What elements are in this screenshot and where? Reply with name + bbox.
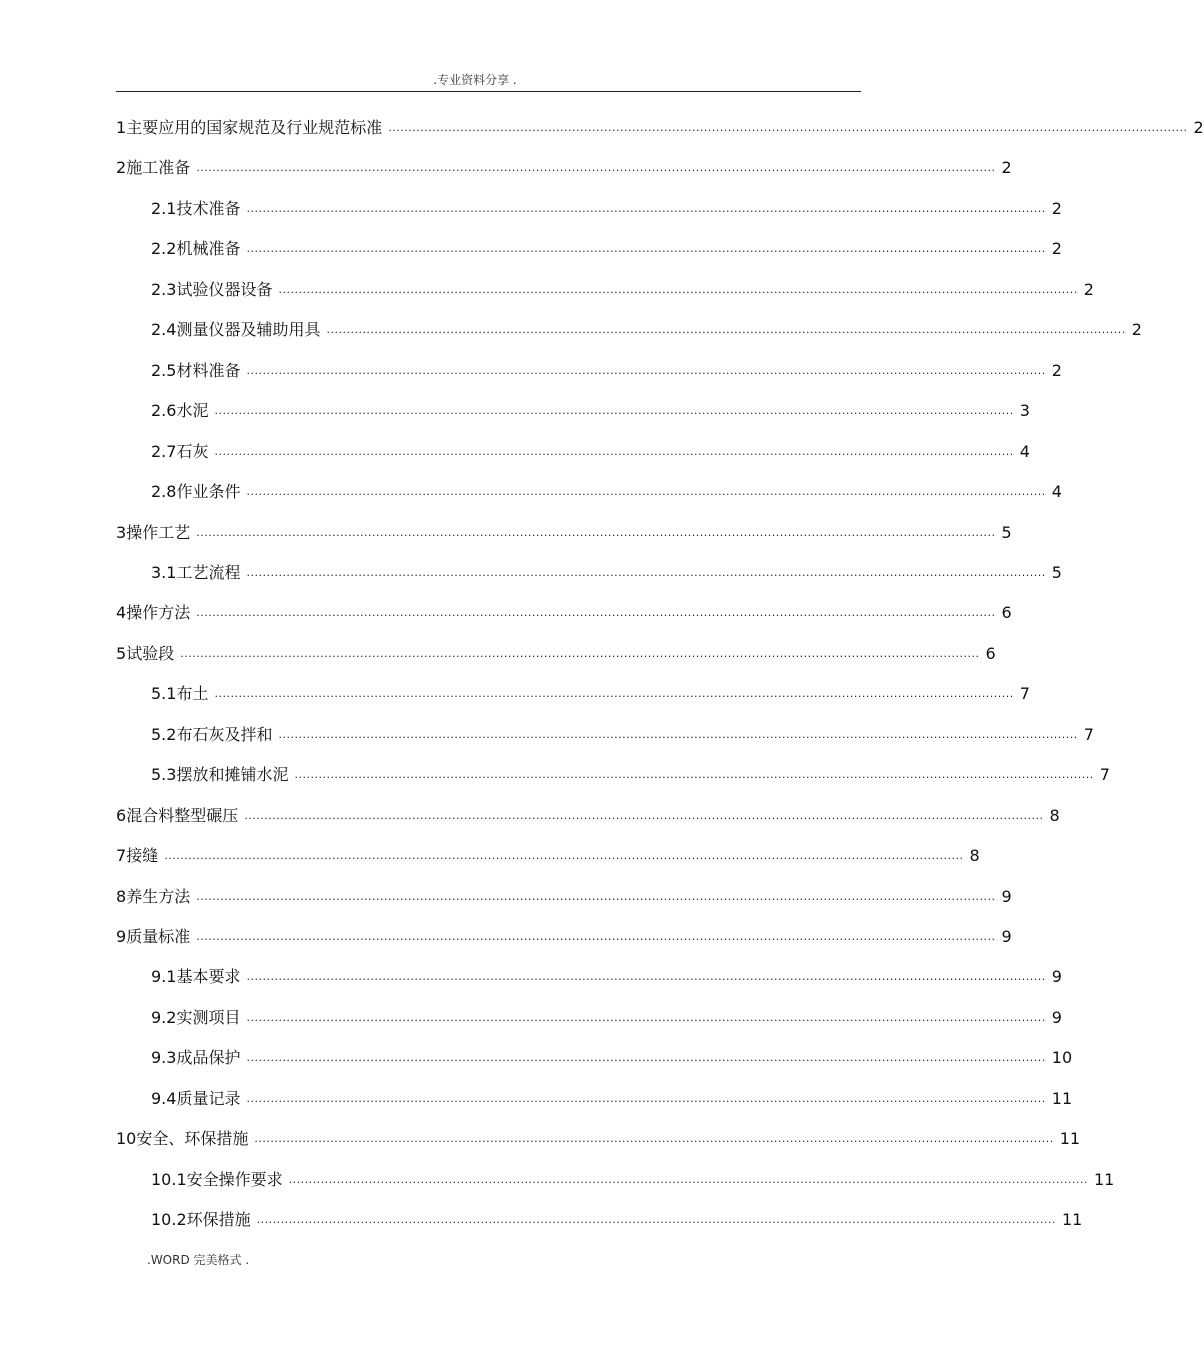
toc-entry <box>116 844 980 868</box>
toc-entry-number: 2.1 <box>151 198 177 218</box>
toc-entry <box>151 965 1062 989</box>
toc-entry-page: 6 <box>985 643 996 663</box>
toc-entry <box>151 237 1062 261</box>
toc-entry-title: 安全、环保措施 <box>136 1129 249 1149</box>
toc-dot-leader: ........................................................................................................................................................................................................ <box>246 1051 1046 1065</box>
toc-entry-page: 2 <box>1051 360 1062 380</box>
toc-entry-title: 作业条件 <box>176 482 241 502</box>
toc-dot-leader: ........................................................................................................................................................................................................ <box>246 1091 1046 1105</box>
toc-entry <box>151 440 1030 464</box>
toc-entry <box>151 480 1062 504</box>
toc-entry-number: 2.2 <box>151 239 177 259</box>
toc-entry <box>151 1006 1062 1030</box>
toc-dot-leader: ........................................................................................................................................................................................................ <box>288 1172 1088 1186</box>
toc-entry-number: 3 <box>116 522 127 542</box>
toc-entry <box>151 399 1030 423</box>
toc-entry-title: 操作工艺 <box>126 522 191 542</box>
toc-entry-page: 9 <box>1001 886 1012 906</box>
toc-entry <box>151 763 1110 787</box>
toc-entry-page: 11 <box>1051 1088 1073 1108</box>
toc-entry-number: 5.3 <box>151 765 177 785</box>
toc-dot-leader: ........................................................................................................................................................................................................ <box>196 606 996 620</box>
toc-entry-page: 2 <box>1083 279 1094 299</box>
toc-entry-title: 主要应用的国家规范及行业规范标准 <box>126 118 383 137</box>
toc-dot-leader: ........................................................................................................................................................................................................ <box>180 646 980 660</box>
toc-dot-leader: ........................................................................................................................................................................................................ <box>246 363 1046 377</box>
toc-entry <box>151 1087 1073 1111</box>
toc-entry <box>151 682 1030 706</box>
toc-entry-page: 3 <box>1019 401 1030 421</box>
toc-entry <box>116 156 1012 180</box>
toc-dot-leader: ........................................................................................................................................................................................................ <box>246 565 1046 579</box>
toc-entry-number: 3.1 <box>151 562 177 582</box>
toc-entry-title: 水泥 <box>176 401 209 421</box>
toc-entry-number: 10.1 <box>151 1169 187 1189</box>
toc-entry-title: 实测项目 <box>176 1007 241 1027</box>
toc-entry-page: 4 <box>1051 482 1062 502</box>
toc-entry-number: 2.7 <box>151 441 177 461</box>
toc-entry-page: 7 <box>1083 724 1094 744</box>
toc-entry-title: 接缝 <box>126 846 159 866</box>
toc-entry-number: 2.8 <box>151 482 177 502</box>
toc-entry <box>151 723 1094 747</box>
toc-entry-page: 11 <box>1059 1129 1081 1149</box>
toc-entry-title: 施工准备 <box>126 158 191 178</box>
toc-entry-number: 2.5 <box>151 360 177 380</box>
toc-entry-page: 7 <box>1019 684 1030 704</box>
toc-entry-title: 工艺流程 <box>176 562 241 582</box>
toc-entry-page: 11 <box>1061 1210 1083 1230</box>
toc-entry-page: 2 <box>1131 320 1142 340</box>
toc-dot-leader: ........................................................................................................................................................................................................ <box>294 768 1094 782</box>
toc-entry-page: 2 <box>1193 118 1204 137</box>
toc-entry <box>116 1127 1081 1151</box>
toc-dot-leader: ........................................................................................................................................................................................................ <box>278 282 1078 296</box>
toc-entry-title: 材料准备 <box>176 360 241 380</box>
toc-entry-number: 6 <box>116 805 127 825</box>
toc-entry-number: 4 <box>116 603 127 623</box>
toc-entry-number: 9.3 <box>151 1048 177 1068</box>
toc-entry-number: 2.4 <box>151 320 177 340</box>
toc-entry-title: 环保措施 <box>186 1210 251 1230</box>
toc-entry-title: 质量记录 <box>176 1088 241 1108</box>
toc-dot-leader: ........................................................................................................................................................................................................ <box>246 242 1046 256</box>
toc-entry-title: 布土 <box>176 684 209 704</box>
toc-entry-title: 混合料整型碾压 <box>126 805 239 825</box>
toc-dot-leader: ........................................................................................................................................................................................................ <box>244 808 1044 822</box>
toc-entry-number: 10.2 <box>151 1210 187 1230</box>
toc-entry <box>151 197 1062 221</box>
toc-entry-page: 10 <box>1051 1048 1073 1068</box>
toc-entry-number: 2.3 <box>151 279 177 299</box>
toc-entry-page: 9 <box>1051 967 1062 987</box>
toc-entry-title: 操作方法 <box>126 603 191 623</box>
toc-entry-number: 9.4 <box>151 1088 177 1108</box>
toc-dot-leader: ........................................................................................................................................................................................................ <box>256 1213 1056 1227</box>
toc-entry <box>151 359 1062 383</box>
toc-entry-title: 安全操作要求 <box>186 1169 283 1189</box>
toc-entry <box>151 1046 1073 1070</box>
toc-dot-leader: ........................................................................................................................................................................................................ <box>214 404 1014 418</box>
toc-dot-leader: ........................................................................................................................................................................................................ <box>196 525 996 539</box>
toc-dot-leader: ........................................................................................................................................................................................................ <box>196 930 996 943</box>
toc-dot-leader: ........................................................................................................................................................................................................ <box>246 201 1046 215</box>
toc-dot-leader: ........................................................................................................................................................................................................ <box>254 1132 1054 1146</box>
toc-dot-leader: ........................................................................................................................................................................................................ <box>214 687 1014 701</box>
toc-entry-title: 养生方法 <box>126 886 191 906</box>
toc-entry <box>151 1208 1083 1232</box>
toc-entry-page: 9 <box>1051 1007 1062 1027</box>
toc-entry-number: 5 <box>116 643 127 663</box>
toc-entry-title: 质量标准 <box>126 927 191 946</box>
toc-dot-leader: ........................................................................................................................................................................................................ <box>326 323 1126 337</box>
toc-dot-leader: ........................................................................................................................................................................................................ <box>164 849 964 863</box>
toc-entry-number: 5.1 <box>151 684 177 704</box>
toc-entry <box>116 804 1060 828</box>
toc-entry-number: 9 <box>116 927 127 946</box>
toc-entry <box>151 561 1062 585</box>
toc-entry <box>151 278 1094 302</box>
toc-entry <box>116 925 1012 949</box>
toc-entry-page: 5 <box>1051 562 1062 582</box>
toc-entry-title: 机械准备 <box>176 239 241 259</box>
toc-entry-page: 9 <box>1001 927 1012 946</box>
toc-entry-page: 6 <box>1001 603 1012 623</box>
toc-entry-number: 7 <box>116 846 127 866</box>
toc-entry-title: 测量仪器及辅助用具 <box>176 320 321 340</box>
toc-entry <box>116 521 1012 545</box>
toc-dot-leader: ........................................................................................................................................................................................................ <box>196 161 996 175</box>
toc-dot-leader: ........................................................................................................................................................................................................ <box>246 485 1046 499</box>
toc-entry <box>151 318 1142 342</box>
toc-entry-title: 试验仪器设备 <box>176 279 273 299</box>
toc-entry-page: 11 <box>1093 1169 1115 1189</box>
toc-entry <box>116 116 1204 140</box>
toc-entry <box>116 642 996 666</box>
toc-entry-page: 4 <box>1019 441 1030 461</box>
toc-entry-title: 布石灰及拌和 <box>176 724 273 744</box>
toc-entry-number: 5.2 <box>151 724 177 744</box>
toc-entry-number: 8 <box>116 886 127 906</box>
toc-entry-page: 2 <box>1001 158 1012 178</box>
toc-entry-number: 2 <box>116 158 127 178</box>
toc-entry-number: 9.1 <box>151 967 177 987</box>
toc-entry <box>116 601 1012 625</box>
toc-dot-leader: ........................................................................................................................................................................................................ <box>278 727 1078 741</box>
toc-dot-leader: ........................................................................................................................................................................................................ <box>388 121 1188 134</box>
toc-entry-title: 摆放和摊铺水泥 <box>176 765 289 785</box>
toc-entry-page: 7 <box>1099 765 1110 785</box>
toc-entry-page: 8 <box>1049 805 1060 825</box>
toc-entry-page: 2 <box>1051 239 1062 259</box>
toc-entry-title: 石灰 <box>176 441 209 461</box>
toc-entry-title: 技术准备 <box>176 198 241 218</box>
toc-entry <box>116 885 1012 909</box>
toc-entry-title: 试验段 <box>126 643 175 663</box>
toc-entry-page: 2 <box>1051 198 1062 218</box>
toc-entry-page: 8 <box>969 846 980 866</box>
page-footer: .WORD 完美格式 . <box>147 1253 250 1267</box>
toc-entry-number: 2.6 <box>151 401 177 421</box>
toc-entry-title: 成品保护 <box>176 1048 241 1068</box>
page-header: .专业资料分享 . <box>433 73 517 87</box>
toc-dot-leader: ........................................................................................................................................................................................................ <box>214 444 1014 458</box>
toc-dot-leader: ........................................................................................................................................................................................................ <box>246 970 1046 984</box>
toc-entry-number: 10 <box>116 1129 137 1149</box>
toc-entry <box>151 1168 1115 1192</box>
toc-entry-number: 1 <box>116 118 127 137</box>
toc-dot-leader: ........................................................................................................................................................................................................ <box>246 1010 1046 1024</box>
toc-entry-page: 5 <box>1001 522 1012 542</box>
toc-entry-number: 9.2 <box>151 1007 177 1027</box>
toc-entry-title: 基本要求 <box>176 967 241 987</box>
toc-dot-leader: ........................................................................................................................................................................................................ <box>196 889 996 903</box>
